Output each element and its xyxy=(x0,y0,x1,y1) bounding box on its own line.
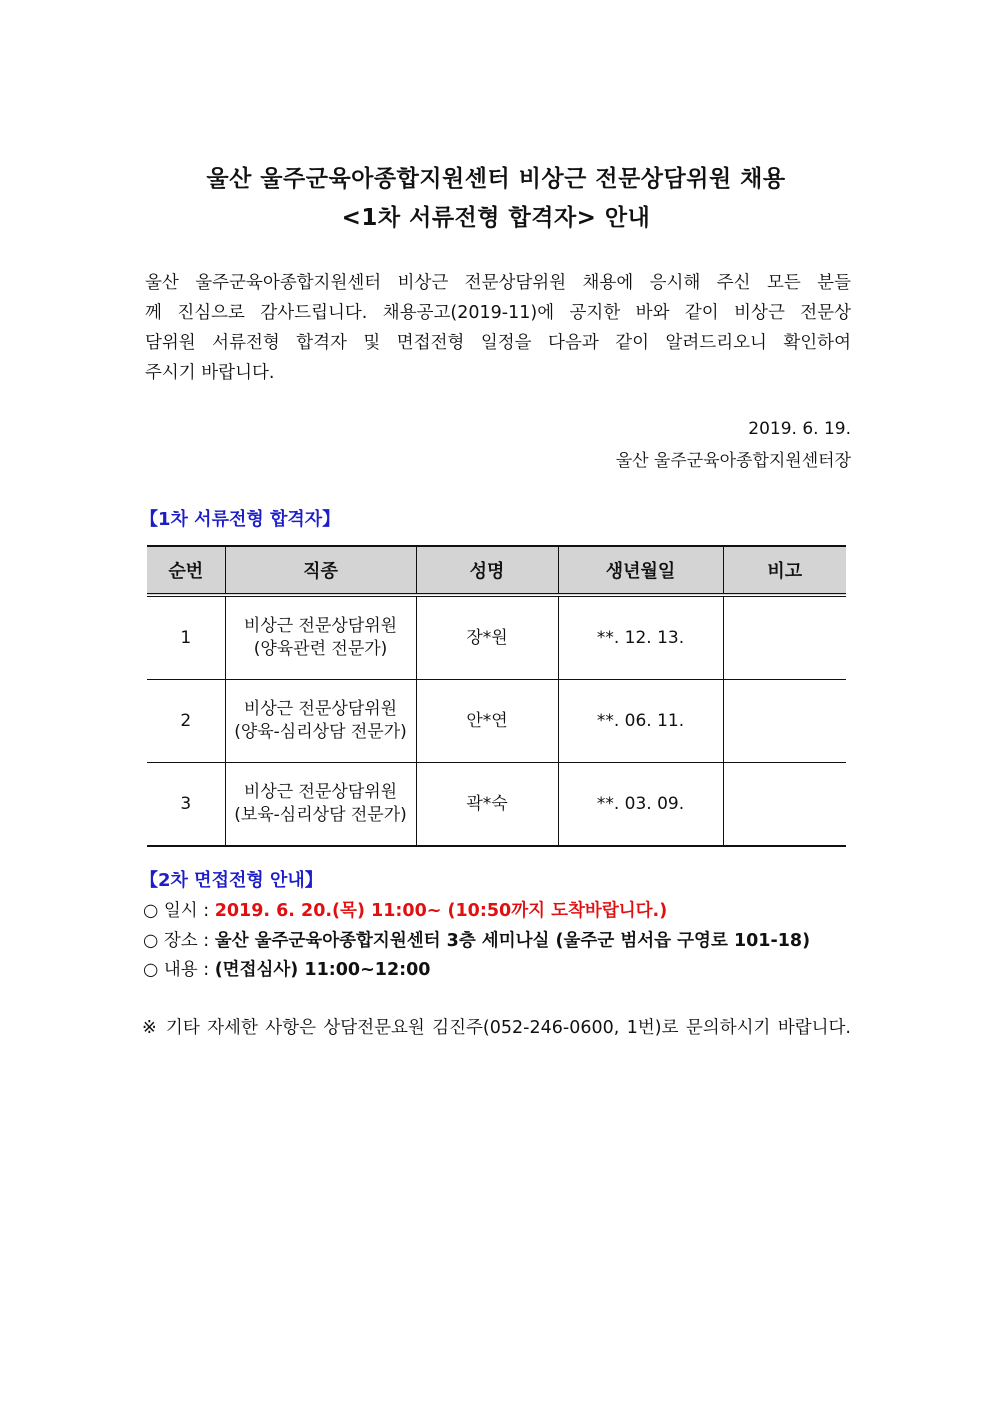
cell-job-title: 비상근 전문상담위원 xyxy=(243,699,398,719)
intro-line: 께 진심으로 감사드립니다. 채용공고(2019-11)에 공지한 바와 같이 비상근 전문상 xyxy=(145,303,851,323)
interview-place xyxy=(143,927,810,952)
cell-note xyxy=(723,680,846,763)
cell-job-detail: (양육관련 전문가) xyxy=(253,639,388,659)
cell-birth: **. 06. 11. xyxy=(558,680,723,763)
column-header-no: 순번 xyxy=(147,546,225,595)
cell-name: 장*원 xyxy=(416,595,558,680)
cell-job xyxy=(225,763,416,847)
intro-line: 주시기 바랍니다. xyxy=(145,363,275,383)
document-title: 울산 울주군육아종합지원센터 비상근 전문상담위원 채용 xyxy=(206,166,786,192)
section-heading-interview: 【2차 면접전형 안내】 xyxy=(140,870,323,891)
interview-datetime xyxy=(143,897,667,922)
cell-birth: **. 12. 13. xyxy=(558,595,723,680)
datetime-value: 2019. 6. 20.(목) 11:00~ (10:50까지 도착바랍니다.) xyxy=(214,901,668,921)
contact-note: ※ 기타 자세한 사항은 상담전문요원 김진주(052-246-0600, 1번)로 문의하시기 바랍니다. xyxy=(142,1018,851,1038)
cell-note xyxy=(723,595,846,680)
column-header-job: 직종 xyxy=(225,546,416,595)
cell-job xyxy=(225,680,416,763)
datetime-label: ○ 일시 : xyxy=(143,901,210,921)
cell-job-title: 비상근 전문상담위원 xyxy=(243,782,398,802)
column-header-note: 비고 xyxy=(723,546,846,595)
intro-line: 담위원 서류전형 합격자 및 면접전형 일정을 다음과 같이 알려드리오니 확인하여 xyxy=(145,333,851,353)
intro-paragraph xyxy=(145,268,851,388)
place-label: ○ 장소 : xyxy=(143,931,210,951)
cell-no: 1 xyxy=(147,595,225,680)
passers-table xyxy=(147,545,846,847)
notice-date: 2019. 6. 19. xyxy=(748,419,851,439)
content-value: (면접심사) 11:00~12:00 xyxy=(214,960,431,980)
cell-note xyxy=(723,763,846,847)
cell-job xyxy=(225,595,416,680)
table-row xyxy=(147,680,846,763)
content-label: ○ 내용 : xyxy=(143,960,210,980)
intro-line: 울산 울주군육아종합지원센터 비상근 전문상담위원 채용에 응시해 주신 모든 분들 xyxy=(145,273,851,293)
column-header-name: 성명 xyxy=(416,546,558,595)
cell-job-detail: (양육-심리상담 전문가) xyxy=(234,722,407,742)
issuer-name: 울산 울주군육아종합지원센터장 xyxy=(615,451,851,471)
table-row xyxy=(147,763,846,847)
cell-job-detail: (보육-심리상담 전문가) xyxy=(234,805,407,825)
cell-no: 2 xyxy=(147,680,225,763)
cell-job-title: 비상근 전문상담위원 xyxy=(243,616,398,636)
place-value: 울산 울주군육아종합지원센터 3층 세미나실 (울주군 범서읍 구영로 101-18) xyxy=(214,931,811,951)
interview-content xyxy=(143,956,430,981)
table-row xyxy=(147,595,846,680)
cell-birth: **. 03. 09. xyxy=(558,763,723,847)
cell-no: 3 xyxy=(147,763,225,847)
cell-name: 곽*숙 xyxy=(416,763,558,847)
cell-name: 안*연 xyxy=(416,680,558,763)
document-subtitle: <1차 서류전형 합격자> 안내 xyxy=(341,205,651,231)
column-header-birth: 생년월일 xyxy=(558,546,723,595)
section-heading-document-screening: 【1차 서류전형 합격자】 xyxy=(140,509,341,530)
table-header-row xyxy=(147,546,846,595)
